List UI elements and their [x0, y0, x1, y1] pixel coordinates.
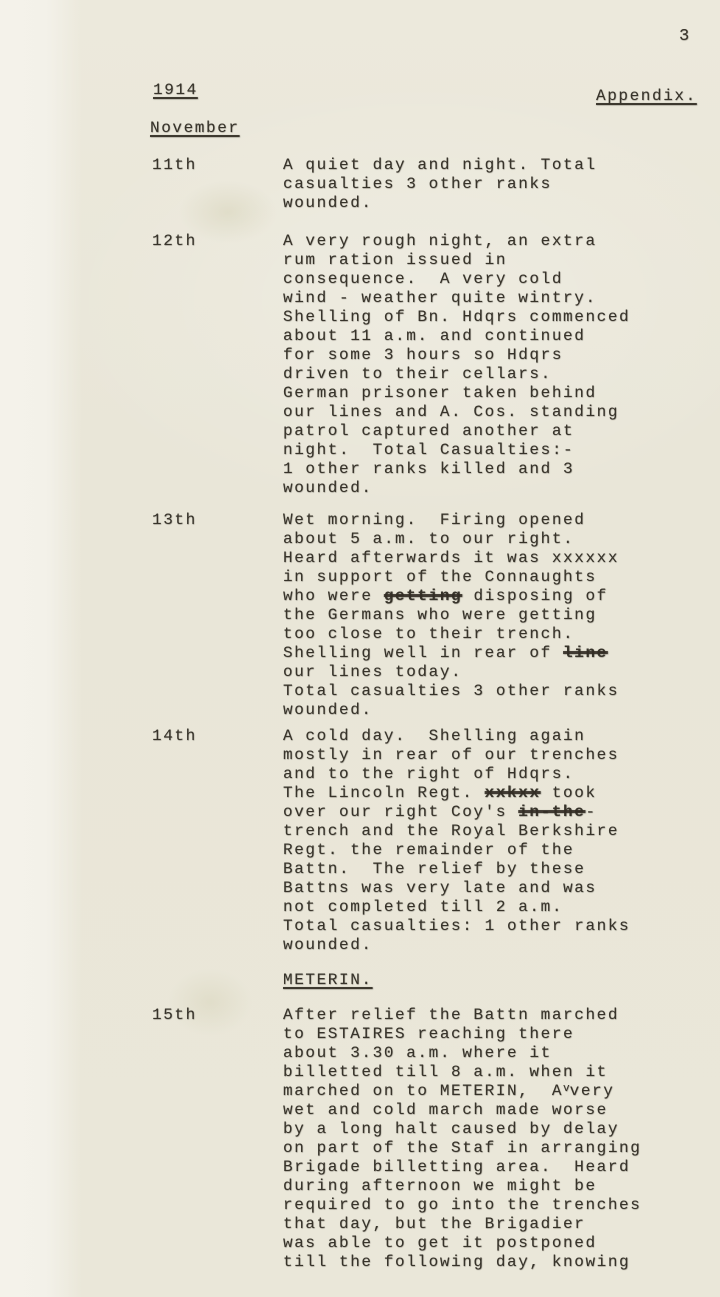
text-line: Shelling well in rear of line — [283, 644, 608, 662]
text-line: wind - weather quite wintry. — [283, 289, 597, 307]
entry-text — [283, 971, 712, 990]
text-line: marched on to METERIN, $A^vvery$ — [283, 1082, 615, 1100]
text-line: Battns was very late and was — [283, 879, 597, 897]
diary-entry — [152, 156, 712, 213]
entry-text — [283, 232, 712, 498]
entry-date: 13th — [152, 511, 197, 529]
text-line: Total casualties: 1 other ranks — [283, 917, 631, 935]
entry-date: 12th — [152, 232, 197, 250]
diary-entry — [152, 232, 712, 498]
struck-out-text: xxkxx — [484, 784, 541, 802]
text-line: wounded. — [283, 194, 373, 212]
month-heading: November — [150, 119, 240, 137]
text-line: wounded. — [283, 701, 373, 719]
text-line: Battn. The relief by these — [283, 860, 586, 878]
text-line: patrol captured another at — [283, 422, 575, 440]
entry-date: 11th — [152, 156, 197, 174]
text-line: rum ration issued in — [283, 251, 508, 269]
text-line: Wet morning. Firing opened — [283, 511, 586, 529]
text-line: 1 other ranks killed and 3 — [283, 460, 575, 478]
text-line: about 5 a.m. to our right. — [283, 530, 575, 548]
text-line: wet and cold march made worse — [283, 1101, 608, 1119]
text-line: during afternoon we might be — [283, 1177, 597, 1195]
text-line: by a long halt caused by delay — [283, 1120, 620, 1138]
text-line: to ESTAIRES reaching there — [283, 1025, 575, 1043]
text-line: who were getting disposing of — [283, 587, 608, 605]
struck-out-text: in-the — [518, 803, 586, 821]
text-line: on part of the Staf in arranging — [283, 1139, 642, 1157]
text-line: German prisoner taken behind — [283, 384, 597, 402]
text-line: wounded. — [283, 936, 373, 954]
text-line: night. Total Casualties:- — [283, 441, 575, 459]
text-line: casualties 3 other ranks — [283, 175, 552, 193]
text-line: was able to get it postponed — [283, 1234, 597, 1252]
text-line: till the following day, knowing — [283, 1253, 631, 1271]
text-line: that day, but the Brigadier — [283, 1215, 586, 1233]
diary-entry — [152, 511, 712, 720]
entry-date: 15th — [152, 1006, 197, 1024]
text-line: our lines today. — [283, 663, 463, 681]
entry-date: 14th — [152, 727, 197, 745]
struck-out-text: getting — [383, 587, 463, 605]
text-line: After relief the Battn marched — [283, 1006, 620, 1024]
text-line: over our right Coy's in-the- — [283, 803, 597, 821]
text-line: too close to their trench. — [283, 625, 575, 643]
section-row — [152, 971, 712, 990]
text-line: The Lincoln Regt. xxkxx took — [283, 784, 597, 802]
section-heading: METERIN. — [283, 971, 373, 989]
appendix-label: Appendix. — [596, 87, 697, 105]
text-line: wounded. — [283, 479, 373, 497]
text-line: not completed till 2 a.m. — [283, 898, 564, 916]
text-line: and to the right of Hdqrs. — [283, 765, 575, 783]
struck-out-text: line — [563, 644, 608, 662]
text-line: mostly in rear of our trenches — [283, 746, 620, 764]
diary-entry — [152, 727, 712, 955]
text-line: Shelling of Bn. Hdqrs commenced — [283, 308, 631, 326]
text-line: Brigade billetting area. Heard — [283, 1158, 631, 1176]
entry-text — [283, 156, 712, 213]
page-number: 3 — [679, 27, 691, 46]
entry-text — [283, 727, 712, 955]
text-line: driven to their cellars. — [283, 365, 552, 383]
text-line: trench and the Royal Berkshire — [283, 822, 620, 840]
diary-entries — [152, 156, 712, 1272]
diary-entry — [152, 1006, 712, 1272]
text-line: A cold day. Shelling again — [283, 727, 586, 745]
text-line: required to go into the trenches — [283, 1196, 642, 1214]
year-heading: 1914 — [153, 81, 198, 99]
inserted-character: v — [563, 1083, 570, 1095]
text-line: A quiet day and night. Total — [283, 156, 597, 174]
text-line: in support of the Connaughts — [283, 568, 597, 586]
text-line: for some 3 hours so Hdqrs — [283, 346, 564, 364]
text-line: about 3.30 a.m. where it — [283, 1044, 552, 1062]
text-line: about 11 a.m. and continued — [283, 327, 586, 345]
entry-text — [283, 1006, 712, 1272]
text-line: billetted till 8 a.m. when it — [283, 1063, 608, 1081]
text-line: A very rough night, an extra — [283, 232, 597, 250]
text-line: Regt. the remainder of the — [283, 841, 575, 859]
text-line: the Germans who were getting — [283, 606, 597, 624]
text-line: our lines and A. Cos. standing — [283, 403, 620, 421]
text-line: consequence. A very cold — [283, 270, 564, 288]
entry-text — [283, 511, 712, 720]
text-line: Heard afterwards it was xxxxxx — [283, 549, 620, 567]
text-line: Total casualties 3 other ranks — [283, 682, 620, 700]
